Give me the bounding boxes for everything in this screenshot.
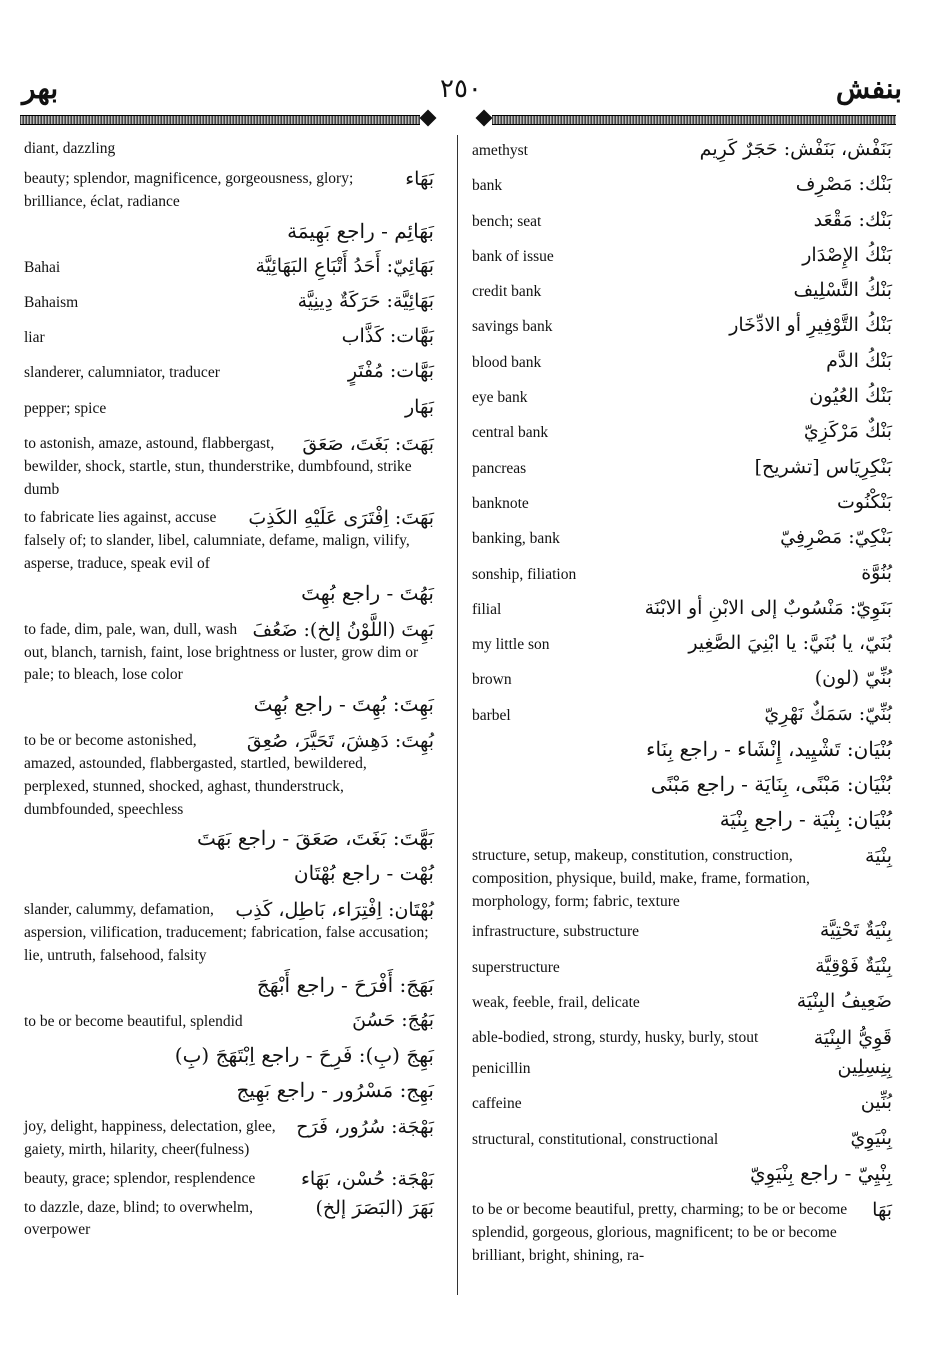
entry-arabic: بُنُوَّة bbox=[861, 561, 892, 584]
entry-arabic: بُنِّين bbox=[860, 1091, 892, 1114]
dictionary-entry bbox=[472, 1091, 892, 1126]
left-column bbox=[24, 138, 434, 1248]
entry-english: Bahaism bbox=[24, 293, 79, 311]
entry-arabic: بَنَوِيّ: مَنْسُوبٌ إلى الابْنِ أو الابْنَة bbox=[644, 596, 892, 619]
dictionary-entry bbox=[24, 433, 434, 501]
entry-english: slanderer, calumniator, traducer bbox=[24, 364, 220, 382]
entry-arabic: بَنْكُ التَّوْفِيرِ أو الادِّخَار bbox=[729, 314, 892, 337]
entry-english: infrastructure, substructure bbox=[472, 923, 639, 941]
dictionary-entry bbox=[472, 773, 892, 808]
dictionary-entry bbox=[472, 526, 892, 561]
entry-english: banking, bank bbox=[472, 530, 560, 548]
entry-english: bank of issue bbox=[472, 247, 554, 265]
entry-english: barbel bbox=[472, 706, 511, 724]
entry-arabic: بِنْيَةٌ فَوْقِيَّة bbox=[815, 954, 892, 977]
entry-arabic: بُنِّيّ (لون) bbox=[814, 667, 892, 690]
dictionary-entry bbox=[472, 244, 892, 279]
dictionary-entry bbox=[472, 738, 892, 773]
dictionary-entry bbox=[472, 990, 892, 1025]
entry-english: beauty; splendor, magnificence, gorgeousness, glory; brilliance, éclat, radiance bbox=[24, 170, 354, 210]
dictionary-entry bbox=[24, 255, 434, 290]
entry-arabic: بَهَار bbox=[404, 395, 434, 418]
dictionary-entry bbox=[472, 209, 892, 244]
dictionary-entry bbox=[24, 1009, 434, 1044]
dictionary-entry bbox=[24, 325, 434, 360]
header-rule-right bbox=[478, 112, 898, 126]
entry-english: savings bank bbox=[472, 318, 553, 336]
entry-english: penicillin bbox=[472, 1060, 531, 1078]
entry-arabic: بَهْجَة: حُسْن، بَهَاء bbox=[300, 1167, 434, 1190]
entry-english: to fabricate lies against, accuse falsely of; to slander, libel, calumniate, defame, malign, vilify, asperse, traduce, speak evil of bbox=[24, 509, 410, 573]
entry-english: brown bbox=[472, 671, 512, 689]
entry-arabic: بَهَاء bbox=[405, 168, 434, 190]
entry-english: structural, constitutional, constructional bbox=[472, 1130, 719, 1148]
dictionary-entry bbox=[472, 845, 892, 913]
entry-arabic: بُنِّيّ: سَمَكٌ نَهْرِيّ bbox=[764, 702, 892, 725]
entry-arabic: بَهِتَ: بُهِتَ - راجع بُهِتَ bbox=[253, 692, 434, 717]
entry-english: to fade, dim, pale, wan, dull, wash out, blanch, tarnish, faint, lose brightness or luster, grow dim or pale; to bleach, lose color bbox=[24, 620, 419, 684]
dictionary-entry bbox=[472, 632, 892, 667]
dictionary-entry bbox=[472, 1127, 892, 1162]
entry-english: weak, feeble, frail, delicate bbox=[472, 994, 640, 1012]
dictionary-entry bbox=[472, 955, 892, 990]
entry-english: bench; seat bbox=[472, 212, 542, 230]
dictionary-entry bbox=[24, 693, 434, 728]
entry-arabic: ضَعِيفُ البِنْيَة bbox=[796, 990, 892, 1013]
entry-arabic: بَنْكُ العُيُون bbox=[809, 385, 892, 408]
dictionary-entry bbox=[472, 314, 892, 349]
entry-english: structure, setup, makeup, constitution, construction, composition, physique, build, make, frame, formation, morphology, form; fabric, texture bbox=[472, 847, 810, 910]
entry-arabic: بَنْكُ الدَّم bbox=[826, 349, 892, 372]
dictionary-entry bbox=[472, 279, 892, 314]
entry-arabic: بِنْيَوِيّ bbox=[850, 1126, 892, 1149]
entry-english: to astonish, amaze, astound, flabbergast, bewilder, shock, startle, stun, thunderstrike, dumbfound, strike dumb bbox=[24, 435, 412, 498]
dictionary-entry bbox=[472, 1199, 892, 1267]
dictionary-entry bbox=[24, 619, 434, 687]
entry-arabic: بَهَائِيّ: أَحَدُ أَتْبَاعِ البَهَائِيَّة bbox=[255, 254, 434, 277]
entry-arabic: بَهَتَ: بَغَتَ، صَعَقَ bbox=[302, 433, 434, 456]
entry-arabic: بَنْكُ التَّسْلِيف bbox=[793, 279, 892, 302]
dictionary-entry bbox=[24, 899, 434, 967]
entry-arabic: بَهِجَ (بِ): فَرِحَ - راجع اِبْتَهَجَ (بِ) bbox=[174, 1043, 434, 1068]
entry-arabic: بَهُجَ: حَسُنَ bbox=[352, 1008, 434, 1031]
entry-arabic: بَهَّتَ: بَغَتَ، صَعَقَ - راجع بَهَتَ bbox=[197, 826, 434, 851]
entry-english: caffeine bbox=[472, 1095, 522, 1113]
dictionary-entry bbox=[472, 350, 892, 385]
dictionary-entry bbox=[472, 1056, 892, 1091]
entry-english: liar bbox=[24, 329, 45, 347]
entry-arabic: بُهْت - راجع بُهْتَان bbox=[293, 861, 434, 886]
entry-arabic: بَنْك: مَصْرِف bbox=[795, 173, 892, 196]
entry-arabic: بِنْيَةٌ تَحْتِيَّة bbox=[819, 919, 892, 942]
entry-english: beauty, grace; splendor, resplendence bbox=[24, 1169, 256, 1187]
dictionary-entry bbox=[472, 173, 892, 208]
header-guide-word-left: بهر bbox=[22, 72, 59, 105]
dictionary-entry-continuation bbox=[24, 138, 434, 166]
entry-arabic: بَهَجَ: أَفْرَحَ - راجع أَبْهَجَ bbox=[256, 972, 434, 997]
entry-english: Bahai bbox=[24, 258, 61, 276]
entry-english: bank bbox=[472, 177, 503, 195]
entry-arabic: بُهِتَ: دَهِشَ، تَحَيَّرَ، صُعِقَ bbox=[246, 730, 434, 753]
dictionary-entry bbox=[472, 420, 892, 455]
entry-arabic: بَهْجَة: سُرُور، فَرَح bbox=[296, 1116, 434, 1139]
page-number: ٢٥٠ bbox=[440, 74, 482, 104]
entry-english: to be or become astonished, amazed, astounded, flabbergasted, startled, bewildered, perplexed, stunned, shocked, aghast, thunderstruck, dumbfounded, speechless bbox=[24, 732, 367, 818]
entry-arabic: بَنْك: مَقْعَد bbox=[813, 208, 892, 231]
dictionary-entry bbox=[472, 138, 892, 173]
entry-english: pancreas bbox=[472, 459, 527, 477]
entry-english: eye bank bbox=[472, 389, 528, 407]
entry-arabic: بَهُتَ - راجع بُهِتَ bbox=[301, 580, 434, 605]
entry-arabic: بُنْيَان: تَشْيِيد، إِنْشَاء - راجع بِنَاء bbox=[646, 737, 892, 762]
entry-arabic: بَنْكِرِيَاس [تشريح] bbox=[754, 455, 892, 478]
dictionary-entry bbox=[472, 1027, 892, 1050]
dictionary-entry bbox=[24, 290, 434, 325]
entry-english: credit bank bbox=[472, 283, 542, 301]
dictionary-entry bbox=[472, 562, 892, 597]
entry-arabic: بَهَّات: مُفْتَرٍ bbox=[347, 360, 434, 383]
entry-arabic: بَنْكْنُوت bbox=[837, 490, 892, 513]
dictionary-entry bbox=[24, 507, 434, 575]
diamond-ornament-left bbox=[420, 110, 437, 127]
entry-arabic: بَنْكُ الإِصْدَار bbox=[802, 243, 892, 266]
dictionary-entry bbox=[472, 456, 892, 491]
dictionary-entry bbox=[24, 974, 434, 1009]
entry-english: joy, delight, happiness, delectation, glee, gaiety, mirth, hilarity, cheer(fulness) bbox=[24, 1118, 276, 1158]
entry-arabic: بَنْكِيّ: مَصْرِفِيّ bbox=[780, 526, 892, 549]
dictionary-entry bbox=[24, 1044, 434, 1079]
entry-arabic: بُهْتَان: اِفْتِرَاء، بَاطِل، كَذِب bbox=[235, 899, 434, 922]
dictionary-entry bbox=[472, 1162, 892, 1197]
dictionary-entry bbox=[472, 703, 892, 738]
dictionary-entry bbox=[472, 919, 892, 954]
entry-english: central bank bbox=[472, 424, 549, 442]
entry-english: filial bbox=[472, 600, 502, 618]
entry-arabic: بَهِج: مَسْرُور - راجع بَهِيج bbox=[236, 1078, 434, 1103]
dictionary-entry bbox=[24, 1116, 434, 1162]
dictionary-entry bbox=[24, 1197, 434, 1243]
entry-arabic: بُنْيَان: مَبْنًى، بِنَايَة - راجع مَبْنًى bbox=[650, 772, 892, 797]
column-divider bbox=[457, 135, 458, 1295]
dictionary-entry bbox=[24, 862, 434, 897]
entry-arabic: بُنْيَان: بِنْيَة - راجع بِنْيَة bbox=[719, 807, 892, 832]
dictionary-entry bbox=[24, 220, 434, 255]
entry-english: to be or become beautiful, pretty, charming; to be or become splendid, gorgeous, glorious, magnificent; to be or become brilliant, bright, shining, ra- bbox=[472, 1201, 848, 1264]
entry-arabic: بَهَّات: كَذَّاب bbox=[341, 325, 434, 348]
entry-english: diant, dazzling bbox=[24, 140, 116, 157]
entry-arabic: بَهَتَ: اِفْتَرَى عَلَيْهِ الكَذِبَ bbox=[248, 507, 434, 530]
diamond-ornament-right bbox=[476, 110, 493, 127]
entry-english: to dazzle, daze, blind; to overwhelm, overpower bbox=[24, 1198, 253, 1239]
dictionary-entry bbox=[24, 396, 434, 431]
dictionary-entry bbox=[24, 360, 434, 395]
entry-arabic: قَوِيُّ البِنْيَة bbox=[813, 1027, 892, 1050]
dictionary-entry bbox=[24, 1079, 434, 1114]
entry-arabic: بَنَفْش، بَنَفْش: حَجَرٌ كَرِيم bbox=[699, 138, 892, 160]
entry-english: pepper; spice bbox=[24, 399, 107, 417]
entry-arabic: بَهَا bbox=[872, 1199, 892, 1222]
entry-arabic: بِنْيَة bbox=[865, 845, 892, 868]
dictionary-entry bbox=[472, 597, 892, 632]
dictionary-entry bbox=[472, 491, 892, 526]
right-column bbox=[472, 138, 892, 1273]
entry-english: my little son bbox=[472, 636, 550, 654]
dictionary-entry bbox=[24, 1168, 434, 1191]
entry-arabic: بِنْيِيّ - راجع بِنْيَوِيّ bbox=[750, 1161, 892, 1186]
dictionary-entry bbox=[24, 168, 434, 214]
entry-english: sonship, filiation bbox=[472, 565, 577, 583]
dictionary-entry bbox=[24, 582, 434, 617]
entry-english: superstructure bbox=[472, 958, 560, 976]
entry-english: amethyst bbox=[472, 142, 528, 159]
entry-english: banknote bbox=[472, 494, 529, 512]
entry-arabic: بُنَيّ، يا بُنَيَّ: يا ابْنِيَ الصَّغِير bbox=[688, 632, 892, 655]
dictionary-entry bbox=[24, 827, 434, 862]
entry-arabic: بَهَرَ (البَصَرَ إلخ) bbox=[315, 1196, 434, 1219]
entry-english: to be or become beautiful, splendid bbox=[24, 1012, 243, 1030]
entry-english: able-bodied, strong, sturdy, husky, burly, stout bbox=[472, 1029, 759, 1047]
entry-arabic: بَهِتَ (اللَّوْنُ إلخ): ضَعُفَ bbox=[252, 618, 434, 641]
entry-english: blood bank bbox=[472, 353, 542, 371]
entry-arabic: بَنْكٌ مَرْكَزِيّ bbox=[803, 420, 892, 443]
dictionary-entry bbox=[24, 730, 434, 821]
entry-english: slander, calummy, defamation, aspersion, vilification, traducement; fabrication, false accusation; lie, untruth, falsehood, falsity bbox=[24, 901, 429, 965]
header-rule-left bbox=[20, 112, 435, 126]
dictionary-entry bbox=[472, 667, 892, 702]
entry-arabic: بَهَائِيَّة: حَرَكَةٌ دِينِيَّة bbox=[297, 289, 434, 312]
entry-arabic: بِنِسِلِين bbox=[837, 1056, 892, 1079]
dictionary-entry bbox=[472, 808, 892, 843]
entry-arabic: بَهَائِم - راجع بَهِيمَة bbox=[287, 218, 434, 243]
dictionary-entry bbox=[472, 385, 892, 420]
header-guide-word-right: بنفش bbox=[835, 72, 902, 105]
